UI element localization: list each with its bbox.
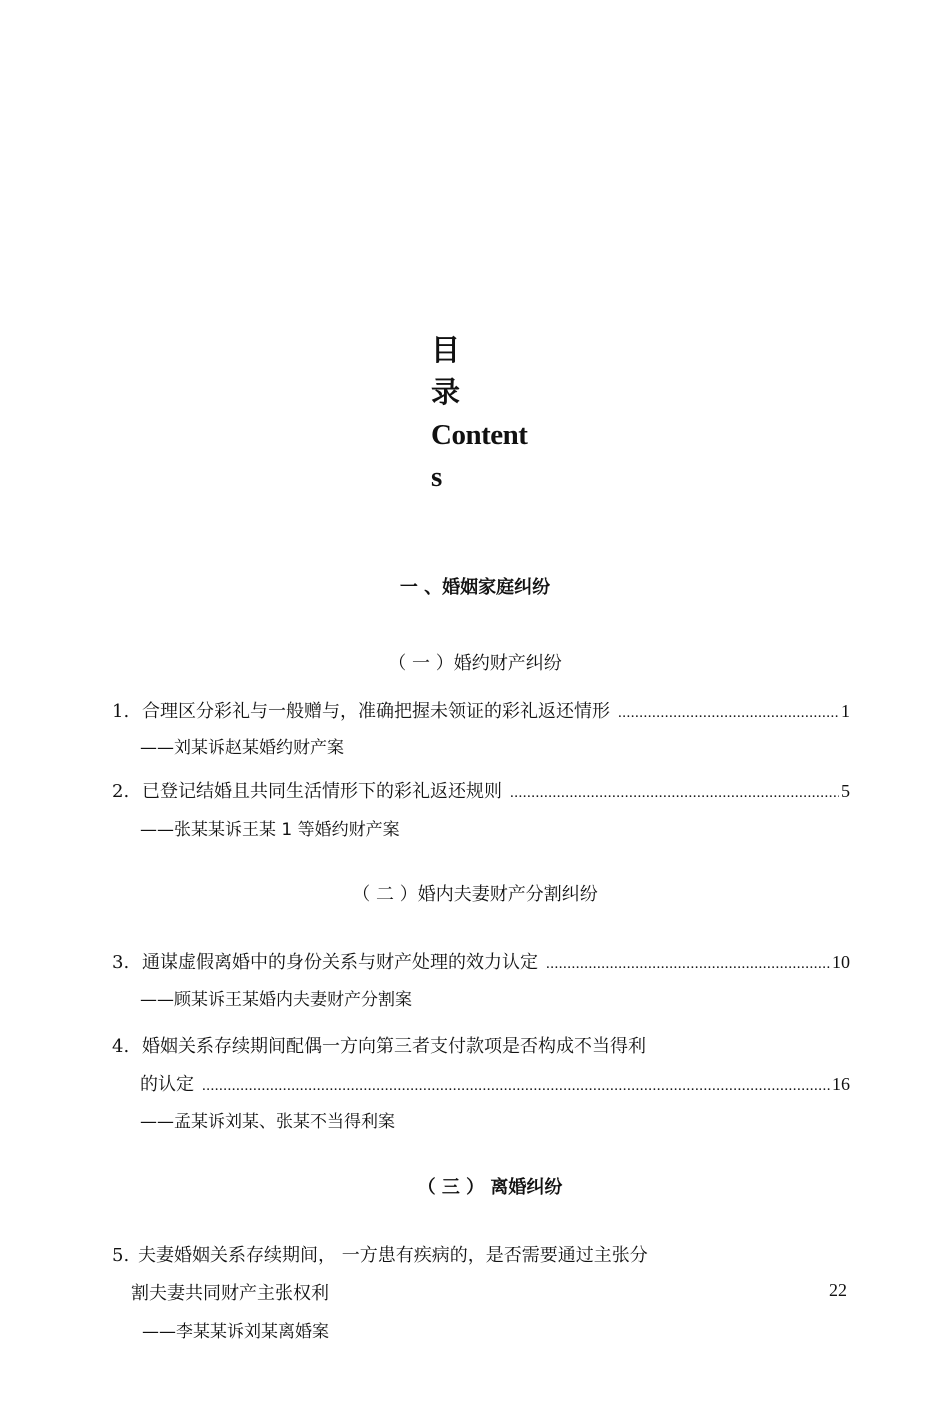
dot-leader (546, 956, 830, 973)
toc-entry-3[interactable] (112, 948, 850, 976)
entry-title: 合理区分彩礼与一般赠与，准确把握未领证的彩礼返还情形 (142, 701, 610, 722)
subsection-heading-divorce: （ 三 ） 离婚纠纷 (417, 1177, 563, 1198)
toc-entry-2[interactable] (112, 777, 850, 805)
title-english-2: s (431, 461, 442, 493)
toc-entry-4-line-1[interactable] (112, 1032, 850, 1060)
title-english-1: Content (431, 419, 528, 451)
entry-title: 婚姻关系存续期间配偶一方向第三者支付款项是否构成不当得利 (142, 1036, 646, 1057)
entry-number: 3. (112, 952, 130, 973)
toc-entry-4-line-2[interactable] (140, 1070, 850, 1098)
entry-title: 夫妻婚姻关系存续期间， 一方患有疾病的，是否需要通过主张分 (138, 1245, 648, 1266)
entry-title-continued: 的认定 (140, 1074, 194, 1095)
entry-case-name: ——孟某诉刘某、张某不当得利案 (140, 1112, 395, 1132)
entry-number: 5. (112, 1245, 130, 1266)
page-number: 5 (841, 781, 850, 801)
toc-title (431, 330, 541, 498)
subsection-heading-marital-property-division: （ 二 ）婚内夫妻财产分割纠纷 (352, 884, 598, 905)
page-number: 16 (832, 1074, 850, 1094)
entry-case-name: ——刘某诉赵某婚约财产案 (140, 738, 344, 758)
toc-entry-5-line-1[interactable] (112, 1241, 850, 1269)
dot-leader (510, 785, 839, 802)
toc-entry-1[interactable] (112, 697, 850, 725)
page-number: 10 (832, 952, 850, 972)
dot-leader (202, 1078, 830, 1095)
entry-number: 1. (112, 701, 130, 722)
section-heading-marriage-family: 一 、婚姻家庭纠纷 (399, 577, 551, 598)
title-char-1: 目 (431, 335, 460, 367)
entry-title: 通谋虚假离婚中的身份关系与财产处理的效力认定 (142, 952, 538, 973)
dot-leader (618, 705, 839, 722)
subsection-heading-engagement-property: （ 一 ）婚约财产纠纷 (388, 653, 562, 674)
entry-case-name: ——顾某诉王某婚内夫妻财产分割案 (140, 990, 412, 1010)
entry-case-name: ——张某某诉王某 1 等婚约财产案 (140, 820, 400, 840)
entry-number: 4. (112, 1036, 130, 1057)
entry-case-name: ——李某某诉刘某离婚案 (142, 1322, 329, 1342)
entry-number: 2. (112, 781, 130, 802)
page-number: 22 (829, 1280, 847, 1300)
page-number: 1 (841, 701, 850, 721)
entry-title-continued: 割夫妻共同财产主张权利 (131, 1283, 329, 1304)
entry-title: 已登记结婚且共同生活情形下的彩礼返还规则 (142, 781, 502, 802)
title-char-2: 录 (431, 377, 460, 409)
